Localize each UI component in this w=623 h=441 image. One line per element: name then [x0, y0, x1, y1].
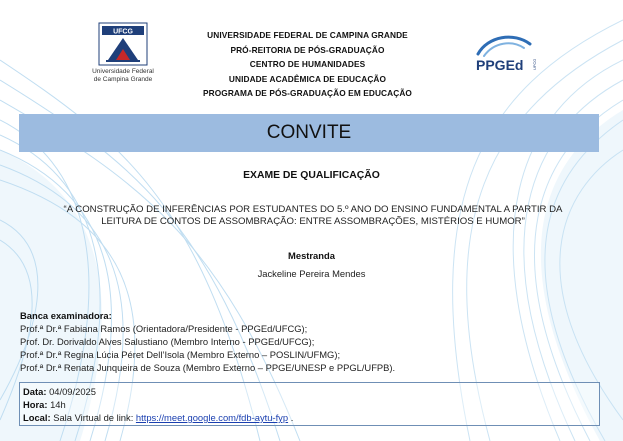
ppged-logo: [470, 30, 540, 76]
invitation-title-band: [19, 114, 599, 152]
location-text: Sala Virtual de link:: [53, 412, 134, 423]
time-label: Hora:: [23, 399, 48, 410]
ufcg-abbrev: UFCG: [113, 28, 133, 36]
date-value: 04/09/2025: [49, 386, 96, 397]
header-line-prorectorate: PRÓ-REITORIA DE PÓS-GRADUAÇÃO: [230, 44, 385, 55]
header-line-program: PROGRAMA DE PÓS-GRADUAÇÃO EM EDUCAÇÃO: [203, 88, 412, 98]
committee-member: Prof. Dr. Dorivaldo Alves Salustiano (Membro Interno - PPGEd/UFCG);: [20, 336, 315, 347]
institution-header: [175, 28, 440, 101]
thesis-title-line1: “A CONSTRUÇÃO DE INFERÊNCIAS POR ESTUDANTES DO 5.º ANO DO ENSINO FUNDAMENTAL A PARTIR DA: [63, 204, 563, 215]
ufcg-caption-line1: Universidade Federal: [92, 68, 154, 75]
header-line-unit: UNIDADE ACADÊMICA DE EDUCAÇÃO: [228, 73, 387, 84]
exam-title: EXAME DE QUALIFICAÇÃO: [243, 170, 380, 181]
date-label: Data:: [23, 386, 47, 397]
student-role: Mestranda: [288, 250, 335, 261]
date-row: [23, 385, 596, 398]
committee-member: Prof.ª Dr.ª Renata Junqueira de Souza (Membro Externo – PPGE/UNESP e PPGL/UFPB).: [20, 362, 396, 373]
examining-committee: [20, 309, 580, 374]
committee-member: Prof.ª Dr.ª Regina Lúcia Péret Dell’Isola (Membro Externo – POSLIN/UFMG);: [20, 349, 341, 360]
thesis-title-line2: LEITURA DE CONTOS DE ASSOMBRAÇÃO: ENTRE ASSOMBRAÇÕES, MISTÉRIOS E HUMOR”: [101, 216, 525, 227]
location-label: Local:: [23, 412, 51, 423]
student-name: Jackeline Pereira Mendes: [257, 268, 366, 279]
thesis-title: [34, 204, 592, 228]
ppged-logo-subtext: UFCG: [532, 58, 537, 70]
location-end: .: [290, 412, 294, 423]
time-row: [23, 398, 596, 411]
committee-member: Prof.ª Dr.ª Fabiana Ramos (Orientadora/Presidente - PPGEd/UFCG);: [20, 323, 308, 334]
ppged-logo-text: PPGEd: [476, 57, 524, 73]
ufcg-caption-line2: de Campina Grande: [93, 75, 153, 83]
time-value: 14h: [50, 399, 66, 410]
event-details-box: [19, 382, 600, 426]
invitation-title: CONVITE: [266, 122, 352, 143]
ufcg-seal-icon: [98, 22, 148, 66]
location-row: [23, 411, 596, 424]
meeting-link[interactable]: https://meet.google.com/fdb-aytu-fyp: [135, 412, 289, 423]
header-line-center: CENTRO DE HUMANIDADES: [249, 59, 366, 69]
ufcg-logo: [92, 22, 154, 83]
header-line-university: UNIVERSIDADE FEDERAL DE CAMPINA GRANDE: [207, 30, 408, 40]
committee-heading: Banca examinadora:: [20, 310, 112, 321]
